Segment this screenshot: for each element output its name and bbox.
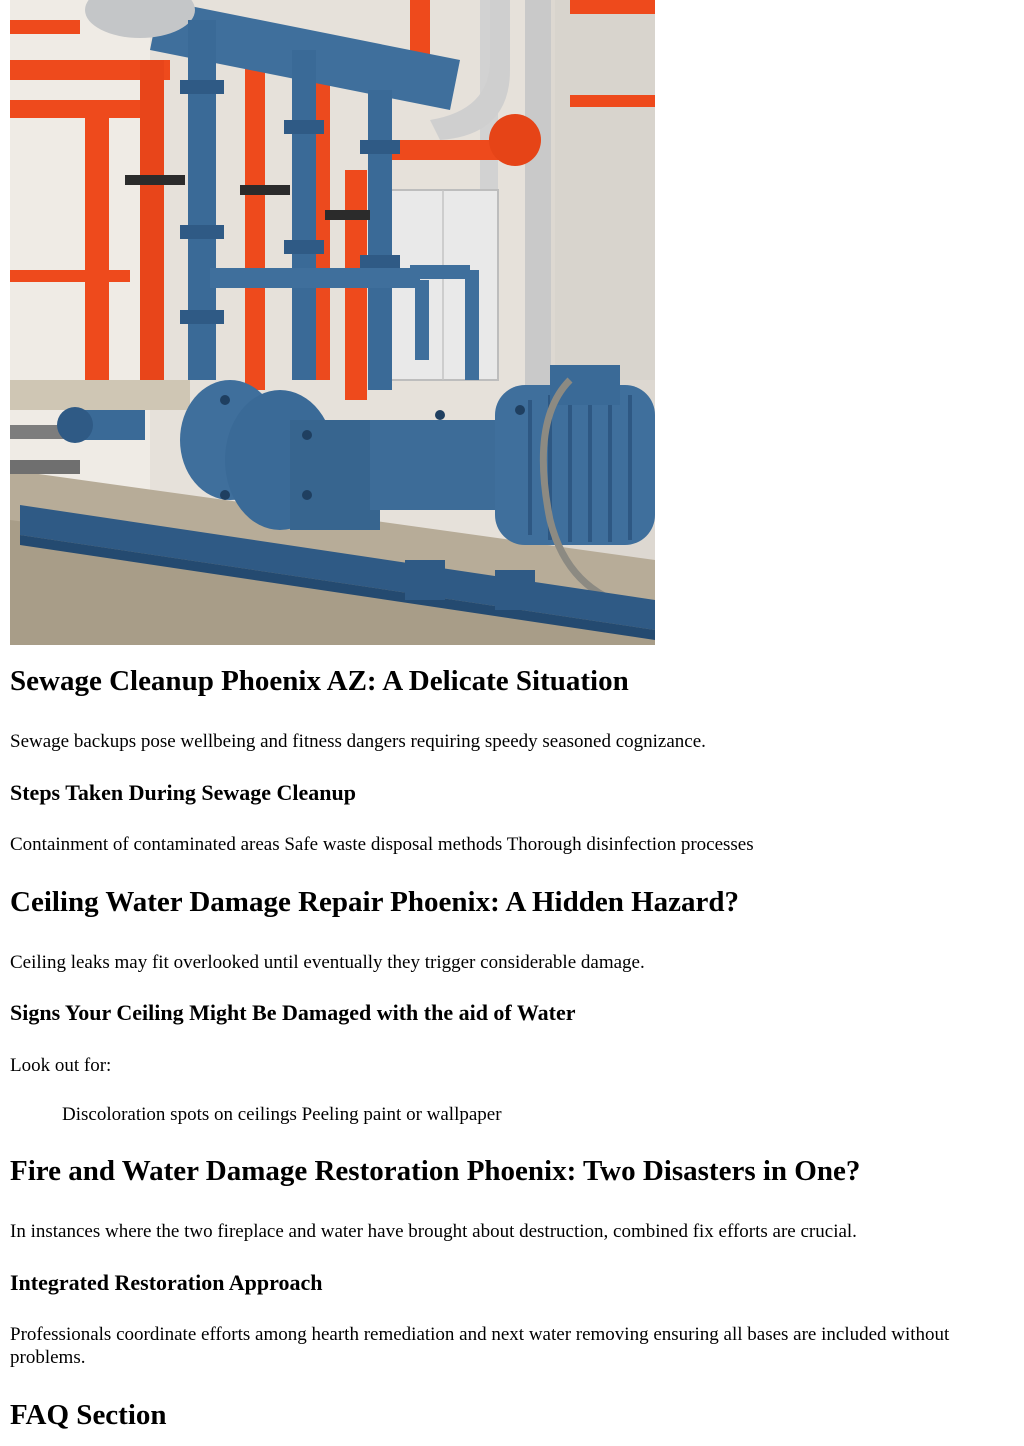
section-title-ceiling: Ceiling Water Damage Repair Phoenix: A Hidden Hazard?	[10, 885, 740, 918]
faq-section-title: FAQ Section	[10, 1398, 167, 1431]
subheading-integrated-restoration: Integrated Restoration Approach	[10, 1269, 323, 1295]
subheading-sewage-steps: Steps Taken During Sewage Cleanup	[10, 779, 356, 805]
section-title-sewage: Sewage Cleanup Phoenix AZ: A Delicate Situation	[10, 665, 629, 697]
article-body	[10, 664, 1000, 1433]
subheading-ceiling-signs: Signs Your Ceiling Might Be Damaged with the aid of Water	[10, 1000, 576, 1026]
section-intro-ceiling: Ceiling leaks may fit overlooked until eventually they trigger considerable damage.	[10, 951, 645, 973]
hero-image	[10, 0, 655, 645]
section-title-fire-water: Fire and Water Damage Restoration Phoenix: Two Disasters in One?	[10, 1155, 861, 1188]
paragraph-ceiling-signs-list: Discoloration spots on ceilings Peeling paint or wallpaper	[62, 1103, 502, 1125]
paragraph-sewage-steps: Containment of contaminated areas Safe waste disposal methods Thorough disinfection processes	[10, 833, 754, 855]
paragraph-integrated-restoration: Professionals coordinate efforts among hearth remediation and next water removing ensuring all bases are included without problems.	[10, 1324, 950, 1369]
section-intro-sewage: Sewage backups pose wellbeing and fitness dangers requiring speedy seasoned cognizance.	[10, 730, 706, 752]
industrial-pump-room-photo	[10, 0, 655, 645]
section-intro-fire-water: In instances where the two fireplace and water have brought about destruction, combined fix efforts are crucial.	[10, 1221, 857, 1243]
paragraph-ceiling-lookout: Look out for:	[10, 1054, 112, 1076]
